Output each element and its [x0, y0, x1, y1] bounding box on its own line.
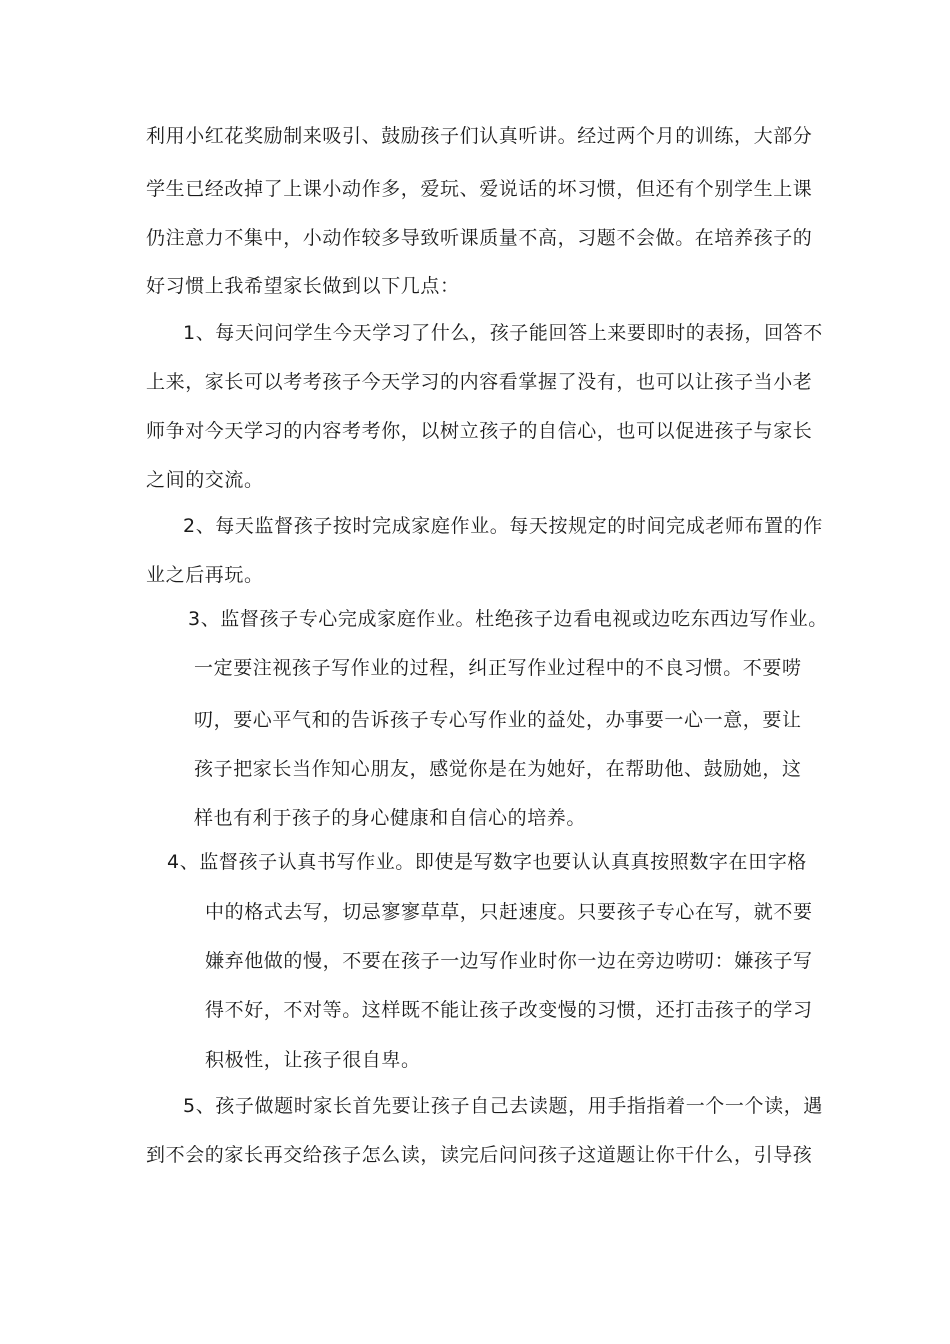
item-5-line-1: 5、孩子做题时家长首先要让孩子自己去读题，用手指指着一个一个读，遇: [183, 1095, 823, 1117]
item-3-line-1: 3、监督孩子专心完成家庭作业。杜绝孩子边看电视或边吃东西边写作业。: [188, 608, 828, 630]
item-4-line-5: 积极性，让孩子很自卑。: [205, 1049, 421, 1071]
item-4-line-1: 4、监督孩子认真书写作业。即使是写数字也要认认真真按照数字在田字格: [167, 851, 807, 873]
item-3-line-3: 叨，要心平气和的告诉孩子专心写作业的益处，办事要一心一意，要让: [194, 709, 802, 731]
item-1-line-3: 师争对今天学习的内容考考你，以树立孩子的自信心，也可以促进孩子与家长: [146, 420, 813, 442]
item-3-line-2: 一定要注视孩子写作业的过程，纠正写作业过程中的不良习惯。不要唠: [194, 657, 802, 679]
item-2-line-2: 业之后再玩。: [146, 564, 264, 586]
item-1-line-4: 之间的交流。: [146, 469, 264, 491]
body-line-4: 好习惯上我希望家长做到以下几点：: [146, 275, 460, 297]
item-5-line-2: 到不会的家长再交给孩子怎么读，读完后问问孩子这道题让你干什么，引导孩: [146, 1144, 813, 1166]
item-4-line-2: 中的格式去写，切忌寥寥草草，只赶速度。只要孩子专心在写，就不要: [205, 901, 813, 923]
item-2-line-1: 2、每天监督孩子按时完成家庭作业。每天按规定的时间完成老师布置的作: [183, 515, 823, 537]
body-line-3: 仍注意力不集中，小动作较多导致听课质量不高，习题不会做。在培养孩子的: [146, 227, 813, 249]
body-line-1: 利用小红花奖励制来吸引、鼓励孩子们认真听讲。经过两个月的训练，大部分: [146, 125, 813, 147]
item-1-line-1: 1、每天问问学生今天学习了什么，孩子能回答上来要即时的表扬，回答不: [183, 322, 823, 344]
body-line-2: 学生已经改掉了上课小动作多，爱玩、爱说话的坏习惯，但还有个别学生上课: [146, 178, 813, 200]
item-4-line-3: 嫌弃他做的慢，不要在孩子一边写作业时你一边在旁边唠叨：嫌孩子写: [205, 950, 813, 972]
item-1-line-2: 上来，家长可以考考孩子今天学习的内容看掌握了没有，也可以让孩子当小老: [146, 371, 813, 393]
item-3-line-4: 孩子把家长当作知心朋友，感觉你是在为她好，在帮助他、鼓励她，这: [194, 758, 802, 780]
item-3-line-5: 样也有利于孩子的身心健康和自信心的培养。: [194, 807, 587, 829]
item-4-line-4: 得不好，不对等。这样既不能让孩子改变慢的习惯，还打击孩子的学习: [205, 999, 813, 1021]
